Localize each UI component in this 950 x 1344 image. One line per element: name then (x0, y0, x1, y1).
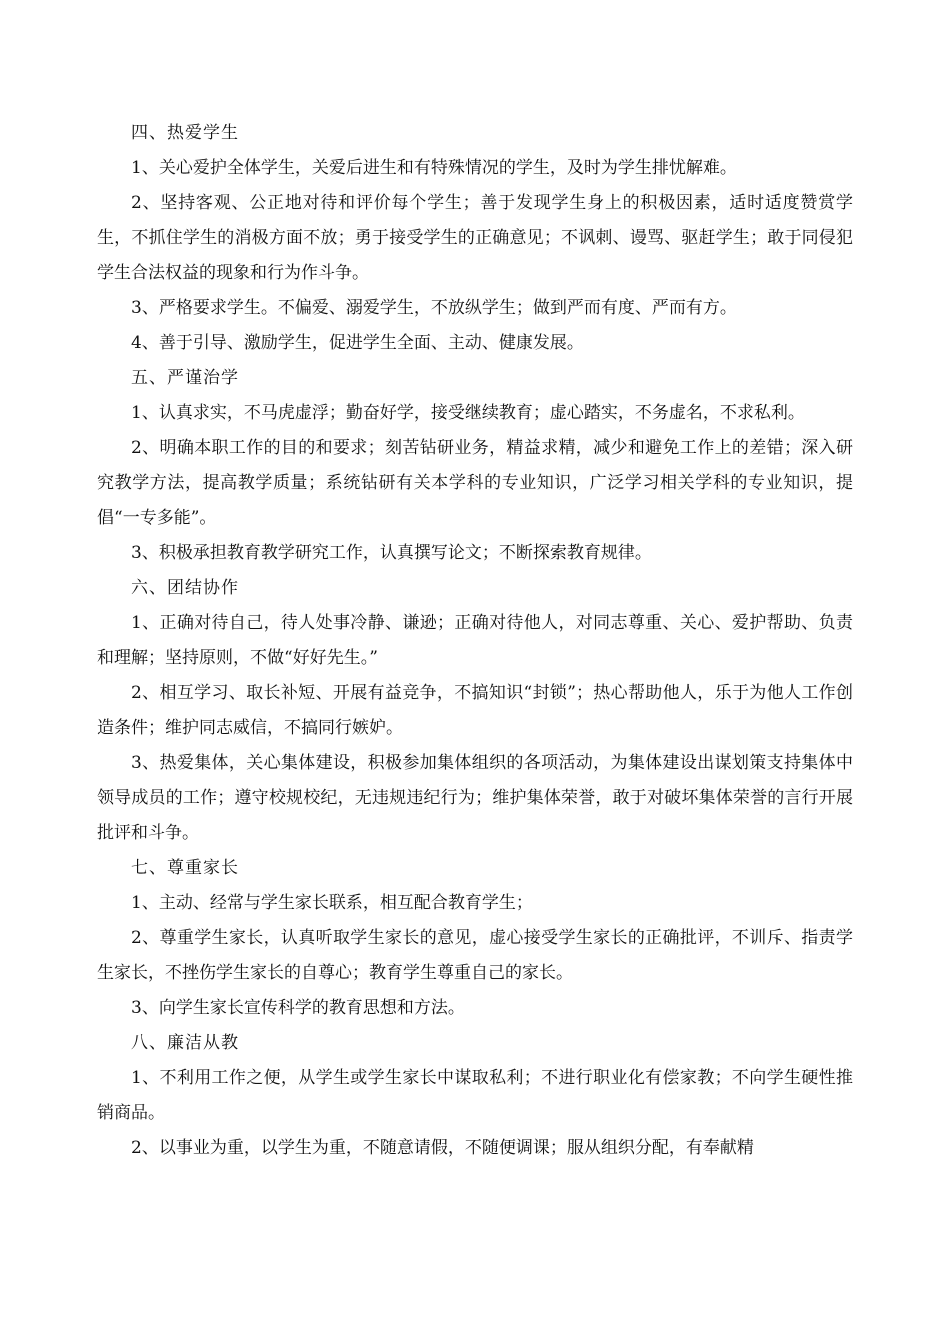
document-page (97, 116, 853, 1166)
paragraph-5-2: 2、明确本职工作的目的和要求；刻苦钻研业务，精益求精，减少和避免工作上的差错；深入研究教学方法，提高教学质量；系统钻研有关本学科的专业知识，广泛学习相关学科的专业知识，提倡“一专多能”。 (97, 438, 853, 528)
section-heading-6: 六、团结协作 (131, 578, 239, 598)
paragraph-8-1: 1、不利用工作之便，从学生或学生家长中谋取私利；不进行职业化有偿家教；不向学生硬性推销商品。 (97, 1068, 853, 1123)
paragraph-4-2: 2、坚持客观、公正地对待和评价每个学生；善于发现学生身上的积极因素，适时适度赞赏学生，不抓住学生的消极方面不放；勇于接受学生的正确意见；不讽刺、谩骂、驱赶学生；敢于同侵犯学生合法权益的现象和行为作斗争。 (97, 193, 853, 283)
paragraph-5-1: 1、认真求实，不马虎虚浮；勤奋好学，接受继续教育；虚心踏实，不务虚名，不求私利。 (131, 403, 805, 423)
paragraph-6-2: 2、相互学习、取长补短、开展有益竞争，不搞知识“封锁”；热心帮助他人，乐于为他人工作创造条件；维护同志威信，不搞同行嫉妒。 (97, 683, 853, 738)
paragraph-4-4: 4、善于引导、激励学生，促进学生全面、主动、健康发展。 (131, 333, 584, 353)
paragraph-7-1: 1、主动、经常与学生家长联系，相互配合教育学生； (131, 893, 533, 913)
paragraph-5-3: 3、积极承担教育教学研究工作，认真撰写论文；不断探索教育规律。 (131, 543, 652, 563)
paragraph-4-1: 1、关心爱护全体学生，关爱后进生和有特殊情况的学生，及时为学生排忧解难。 (131, 158, 737, 178)
section-heading-7: 七、尊重家长 (131, 858, 239, 878)
paragraph-6-1: 1、正确对待自己，待人处事冷静、谦逊；正确对待他人，对同志尊重、关心、爱护帮助、负责和理解；坚持原则，不做“好好先生。” (97, 613, 853, 668)
paragraph-6-3: 3、热爱集体，关心集体建设，积极参加集体组织的各项活动，为集体建设出谋划策支持集体中领导成员的工作；遵守校规校纪，无违规违纪行为；维护集体荣誉，敢于对破坏集体荣誉的言行开展批评和斗争。 (97, 753, 853, 843)
paragraph-8-2: 2、以事业为重，以学生为重，不随意请假，不随便调课；服从组织分配，有奉献精 (131, 1138, 754, 1158)
section-heading-4: 四、热爱学生 (131, 123, 239, 143)
section-heading-8: 八、廉洁从教 (131, 1033, 239, 1053)
paragraph-4-3: 3、严格要求学生。不偏爱、溺爱学生，不放纵学生；做到严而有度、严而有方。 (131, 298, 737, 318)
paragraph-7-3: 3、向学生家长宣传科学的教育思想和方法。 (131, 998, 465, 1018)
section-heading-5: 五、严谨治学 (131, 368, 239, 388)
paragraph-7-2: 2、尊重学生家长，认真听取学生家长的意见，虚心接受学生家长的正确批评，不训斥、指责学生家长，不挫伤学生家长的自尊心；教育学生尊重自己的家长。 (97, 928, 853, 983)
